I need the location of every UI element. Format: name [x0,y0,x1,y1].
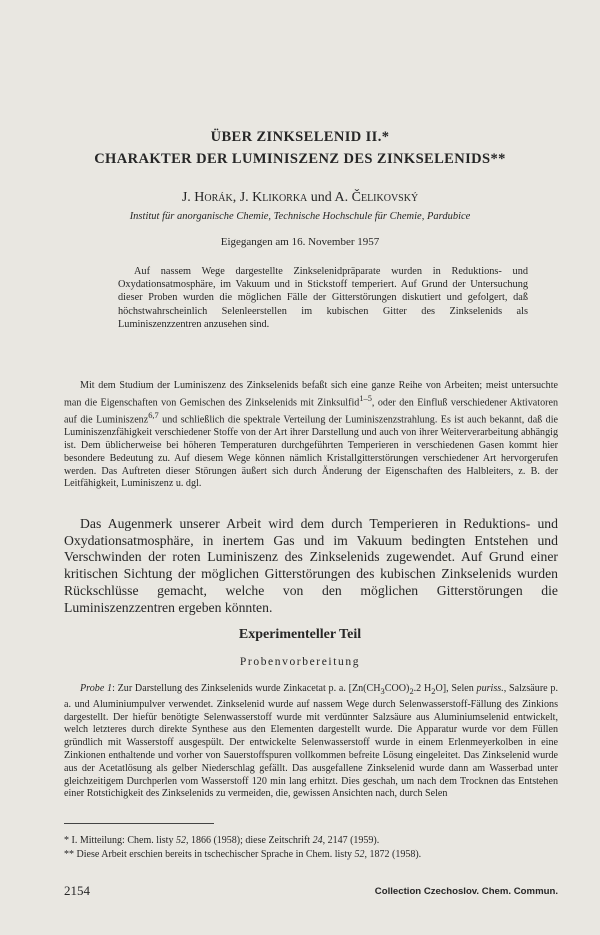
title-line-2: CHARAKTER DER LUMINISZENZ DES ZINKSELENIDS** [94,151,506,167]
journal-name: Collection Czechoslov. Chem. Commun. [374,886,558,897]
intro-text-3: und schließlich die spektrale Verteilung der Luminiszenzstrahlung. Es ist auch bekannt, daß die Luminiszenzfähigkeit verschiedener Stoffe von der Art ihrer Darstellung und auch von ihrer Weiterverarbeitung abhängig ist. Dem üblicherweise bei höheren Temperaturen durchgeführten Temperieren in verschiedenen Gasen kommt hier besondere Bedeutung zu. Auf diesem Wege können nämlich Kristallgitterstörungen verschiedener Art hervorgerufen werden. Das Auftreten dieser Störungen äußert sich durch Änderung der Eigenschaften des Halbleiters, z. B. der Leitfähigkeit, Luminiszenz u. dgl. [64,414,558,490]
probe-text-4: O], Selen [435,683,477,694]
probe-puriss: puriss. [476,683,504,694]
probe-text-5: , Salzsäure p. a. und Aluminiumpulver verwendet. Zinkselenid wurde auf nassem Wege durch Selenwasserstoff-Fällung des Zinkions dargestellt. Der hiefür benötigte Selenwasserstoff wurde mit verdünnter Salzsäure aus Aluminiumselenid entwickelt, welch letzteres durch direkte Synthese aus den Elementen dargestellt wurde. Die Apparatur wurde vor dem Füllen gründlich mit Wasserstoff ausgespült. Der entwickelte Selenwasserstoff wurde in einem Erlenmeyerkolben in eine Zinkionen enthaltende und vorher von Sauerstoffspuren vollkommen befreite Lösung eingeleitet. Das Zinkselenid wurde aus der Acetatlösung als gelber Niederschlag gefällt. Das ausgefallene Zinkselenid wurde dann am Wasserbad unter gleichzeitigem Durchperlen vom Wasserstoff 120 min lang erhitzt. Dies geschah, um nach dem Trocknen das Entstehen einer Rotstichigkeit des Zinkselenids zu vermeiden, die, gewissen Ansichten nach, durch Selen [64,683,558,800]
footnote-1 [64,834,558,847]
authors [0,190,600,206]
subsection-title: Probenvorbereitung [239,656,361,668]
footnote-2 [64,848,558,861]
probe-sub-1: 3 [380,687,385,697]
intro-paragraph [64,380,558,491]
received-date: Eigegangen am 16. November 1957 [220,236,380,248]
footnote-2-volume: 52 [354,849,365,860]
probe-text-2: COO) [384,683,410,694]
footnote-2-text-2: , 1872 (1958). [364,849,422,860]
section-title: Experimenteller Teil [238,627,362,642]
abstract: Auf nassem Wege dargestellte Zinkselenidpräparate wurden in Reduktions- und Oxydationsatmosphäre, im Vakuum und in Stickstoff temperiert. Auf Grund der Untersuchung dieser Proben wurden die möglichen Fälle der Gitterstörungen diskutiert und gefolgert, daß höchstwahrscheinlich Selenleerstellen im kubischen Gitter des Zinkselenids als Luminiszenzzentren anzusehen sind. [118,266,528,330]
intro-text-1: Mit dem Studium der Luminiszenz des Zinkselenids befaßt sich eine ganze Reihe von Arbeiten; meist untersuchte man die Eigenschaften von Gemischen des Zinkselenids mit Zinksulfid [64,380,558,409]
intro-ref-1: 1–5 [359,393,372,403]
footnote-divider [64,823,214,824]
probe-sub-3: 2 [431,687,436,697]
page-number: 2154 [64,883,90,898]
author-separator-1: , J. [232,190,253,205]
author-1-name: Horák [194,190,233,205]
footnote-2-text-1: Diese Arbeit erschien bereits in tschechischer Sprache in Chem. listy [76,849,355,860]
aim-paragraph: Das Augenmerk unserer Arbeit wird dem durch Temperieren in Reduktions- und Oxydationsatmosphäre, in inertem Gas und im Vakuum bedingten Entstehen und Verschwinden der roten Luminiszenz des Zinkselenids zugewendet. Auf Grund einer kritischen Sichtung der möglichen Gitterstörungen des kubischen Zinkselenids wurden Rückschlüsse gemacht, welche von den möglichen Gitterstörungen die Luminiszenzzentren ergeben könnten. [64,516,558,615]
author-separator-2: und A. [307,190,352,205]
probe-label: Probe 1 [80,683,113,694]
probe-paragraph [64,683,558,801]
probe-sub-2: 2 [409,687,414,697]
footnote-2-mark: ** [64,849,77,860]
footnote-1-text-2: , 1866 (1958); diese Zeitschrift [185,835,313,846]
footnote-1-volume-2: 24 [312,835,323,846]
intro-ref-2: 6,7 [148,410,159,420]
footnote-1-volume-1: 52 [175,835,186,846]
affiliation: Institut für anorganische Chemie, Technische Hochschule für Chemie, Pardubice [129,211,471,222]
probe-text-3: .2 H [413,683,432,694]
footnote-1-mark: * [64,835,72,846]
probe-text-1: : Zur Darstellung des Zinkselenids wurde Zinkacetat p. a. [Zn(CH [112,683,381,694]
title-line-1: ÜBER ZINKSELENID II.* [210,129,390,145]
author-2-name: Klikorka [252,190,308,205]
intro-text-2: , oder den Einfluß verschiedener Aktivatoren auf die Luminiszenz [64,397,559,426]
footnote-1-text-3: , 2147 (1959). [322,835,380,846]
footnote-1-text-1: I. Mitteilung: Chem. listy [71,835,176,846]
author-1-initial: J. [181,190,195,205]
author-3-name: Čelikovský [351,190,419,205]
